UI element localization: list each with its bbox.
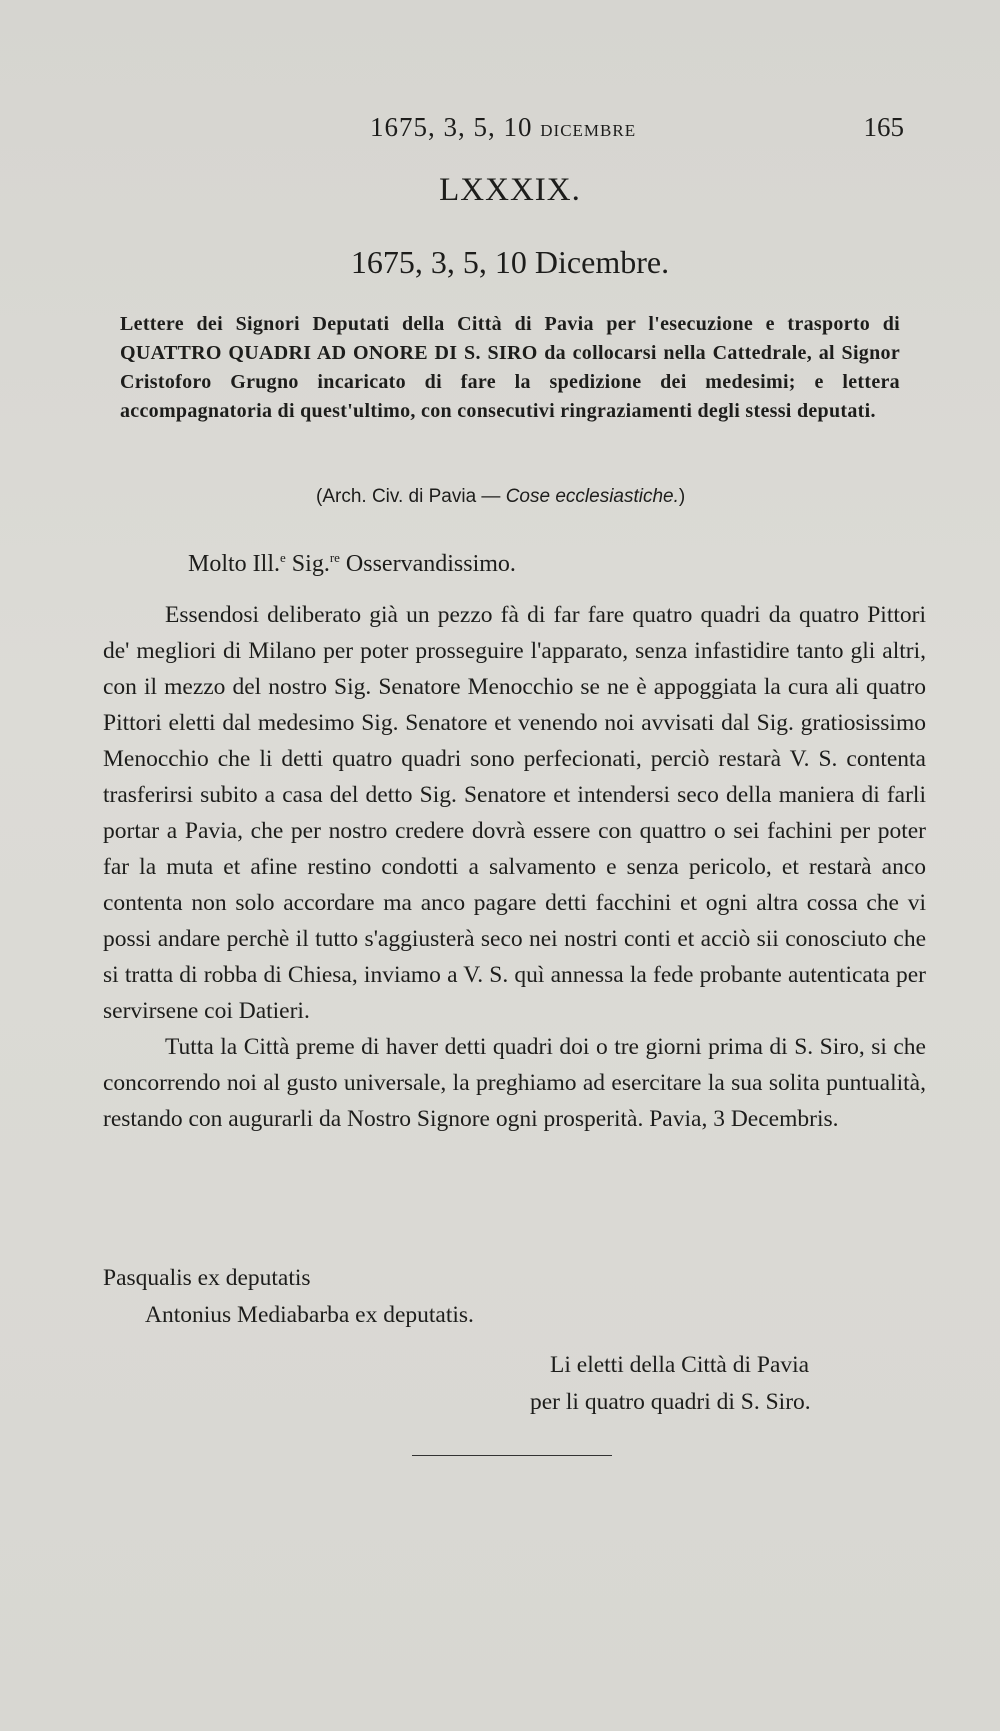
- running-head-month: DICEMBRE: [540, 121, 637, 140]
- end-rule: [412, 1455, 612, 1456]
- archival-source: [316, 486, 916, 508]
- source-suffix: ): [678, 486, 686, 507]
- salutation-sup-b: re: [329, 550, 340, 565]
- paragraph-2: Tutta la Città preme di haver detti quadri doi o tre giorni prima di S. Siro, si che concorrendo noi al gusto universale, la preghiamo ad esercitare la sua solita puntualità, restando con augurarli da Nostro Signore ogni prosperità. Pavia, 3 Decembris.: [103, 1034, 926, 1132]
- page-number: 165: [863, 112, 904, 142]
- signer-1: Pasqualis ex deputatis: [103, 1265, 311, 1291]
- salutation: [188, 550, 516, 578]
- letter-body: [103, 597, 926, 1137]
- document-number: LXXXIX.: [439, 172, 581, 208]
- closing-line-1: Li eletti della Città di Pavia: [550, 1352, 810, 1378]
- source-title: Cose ecclesiastiche.: [505, 486, 679, 507]
- signers: [103, 1260, 474, 1334]
- document-date: 1675, 3, 5, 10 Dicembre.: [350, 244, 670, 280]
- closing-line-2: per li quatro quadri di S. Siro.: [530, 1389, 811, 1415]
- source-prefix: (Arch. Civ. di Pavia —: [316, 486, 506, 507]
- document-summary: Lettere dei Signori Deputati della Città di Pavia per l'esecuzione e trasporto di QUATTRO QUADRI AD ONORE DI S. SIRO da collocarsi nella Cattedrale, al Signor Cristoforo Grugno incaricato di fare la spedizione dei medesimi; e lettera accompagnatoria di quest'ultimo, con consecutivi ringraziamenti degli stessi deputati.: [120, 313, 900, 422]
- salutation-part-c: Osservandissimo.: [339, 551, 516, 577]
- salutation-part-a: Molto Ill.: [188, 551, 281, 577]
- closing: [530, 1347, 811, 1421]
- salutation-sup-a: e: [280, 550, 286, 565]
- running-head-date-range: 1675, 3, 5, 10: [370, 112, 533, 142]
- paragraph-1: Essendosi deliberato già un pezzo fà di far fare quatro quadri da quatro Pittori de' megliori di Milano per poter prosseguire l'apparato, senza infastidire tanto gli altri, con il mezzo del nostro Sig. Senatore Menocchio se ne è appoggiata la cura ali quatro Pittori eletti dal medesimo Sig. Senatore et venendo noi avvisati dal Sig. gratiosissimo Menocchio che li detti quatro quadri sono perfecionati, perciò restarà V. S. contenta trasferirsi subito a casa del detto Sig. Senatore et intendersi seco della maniera di farli portar a Pavia, che per nostro credere dovrà essere con quattro o sei fachini per poter far la muta et afine restino condotti a salvamento e senza pericolo, et restarà anco contenta non solo accordare ma anco pagare detti facchini et ogni altra cossa che vi possi andare perchè il tutto s'aggiusterà seco nei nostri conti et acciò sii conosciuto che si tratta di robba di Chiesa, inviamo a V. S. quì annessa la fede probante autenticata per servirsene coi Datieri.: [103, 602, 926, 1024]
- signer-2: Antonius Mediabarba ex deputatis.: [145, 1302, 474, 1328]
- running-head-date: [370, 112, 636, 143]
- salutation-part-b: Sig.: [285, 551, 330, 577]
- running-head: [370, 112, 904, 146]
